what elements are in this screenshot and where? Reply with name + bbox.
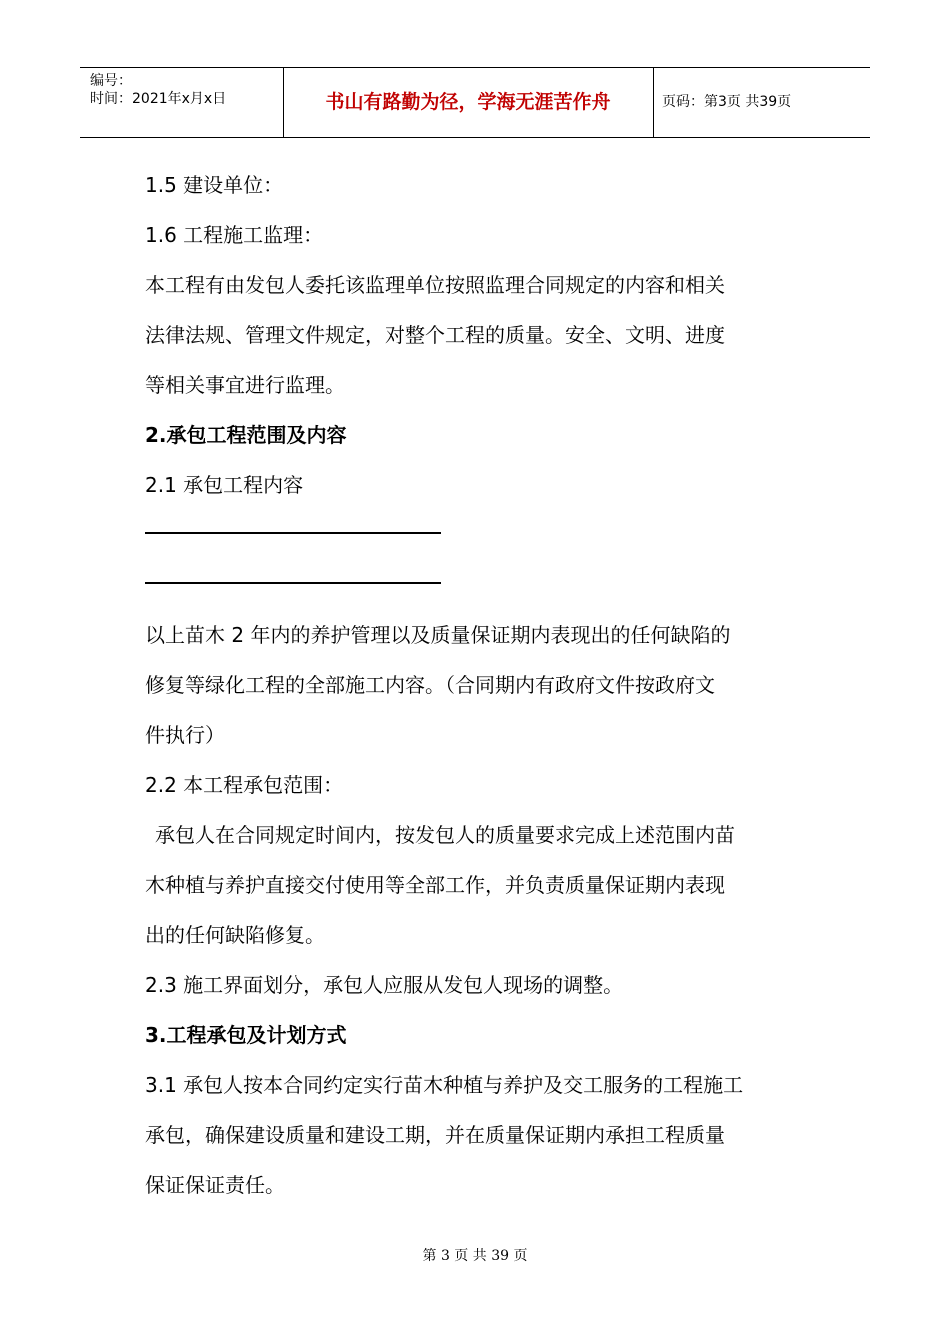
section-3-1-text-line: 3.1 承包人按本合同约定实行苗木种植与养护及交工服务的工程施工 xyxy=(145,1073,744,1097)
section-2-2-heading: 2.2 本工程承包范围： xyxy=(145,773,344,797)
section-2-2-text-line: 木种植与养护直接交付使用等全部工作，并负责质量保证期内表现 xyxy=(145,873,725,897)
document-date: 时间：2021年x月x日 xyxy=(90,91,227,107)
page-footer: 第 3 页 共 39 页 xyxy=(422,1248,528,1264)
section-2-heading: 2.承包工程范围及内容 xyxy=(145,423,347,447)
header-motto: 书山有路勤为径，学海无涯苦作舟 xyxy=(325,91,611,113)
section-2-1-text-line: 件执行） xyxy=(145,723,225,747)
section-1-6-text-line: 等相关事宜进行监理。 xyxy=(145,373,345,397)
document-body xyxy=(145,160,815,1210)
header-info-cell xyxy=(80,68,284,137)
section-1-6-text-line: 法律法规、管理文件规定，对整个工程的质量。安全、文明、进度 xyxy=(145,323,725,347)
underline-divider xyxy=(145,582,441,584)
section-2-1-heading: 2.1 承包工程内容 xyxy=(145,473,304,497)
section-2-1-text-line: 修复等绿化工程的全部施工内容。（合同期内有政府文件按政府文 xyxy=(145,673,715,697)
section-3-heading: 3.工程承包及计划方式 xyxy=(145,1023,347,1047)
page-header xyxy=(80,67,870,138)
section-1-6-text-line: 本工程有由发包人委托该监理单位按照监理合同规定的内容和相关 xyxy=(145,273,725,297)
section-2-3-text: 2.3 施工界面划分，承包人应服从发包人现场的调整。 xyxy=(145,973,624,997)
document-number-label: 编号： xyxy=(90,73,132,89)
section-2-2-text-line: 出的任何缺陷修复。 xyxy=(145,923,325,947)
section-3-1-text-line: 承包，确保建设质量和建设工期，并在质量保证期内承担工程质量 xyxy=(145,1123,725,1147)
section-3-1-text-line: 保证保证责任。 xyxy=(145,1173,285,1197)
underline-divider xyxy=(145,532,441,534)
section-2-1-text-line: 以上苗木 2 年内的养护管理以及质量保证期内表现出的任何缺陷的 xyxy=(145,623,731,647)
blank-fill-line xyxy=(145,510,815,560)
header-page-info: 页码：第3页 共39页 xyxy=(662,94,792,110)
header-motto-cell xyxy=(283,68,654,137)
section-1-5-heading: 1.5 建设单位： xyxy=(145,173,284,197)
section-2-2-text-line: 承包人在合同规定时间内，按发包人的质量要求完成上述范围内苗 xyxy=(155,823,735,847)
blank-fill-line xyxy=(145,560,815,610)
section-1-6-heading: 1.6 工程施工监理： xyxy=(145,223,324,247)
header-page-cell xyxy=(654,68,870,137)
